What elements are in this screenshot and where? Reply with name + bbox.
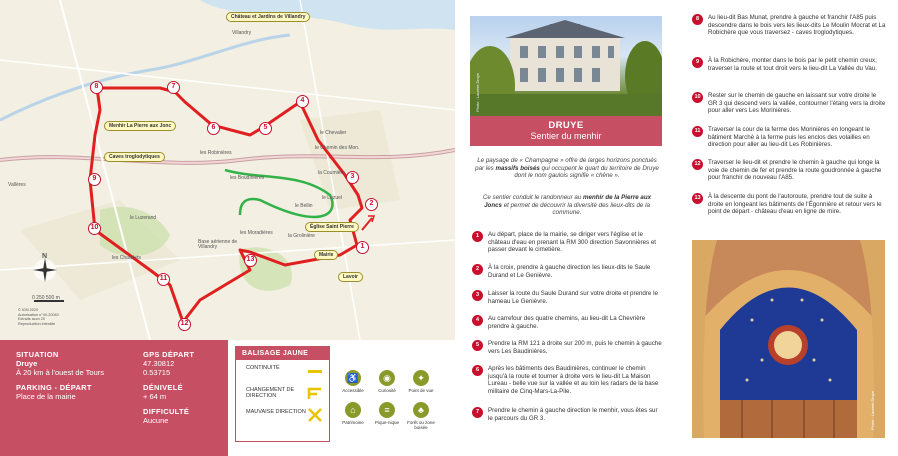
chateau-photo <box>470 16 662 116</box>
icon-accessible: ♿ Accessible <box>338 370 368 393</box>
copyright: © IGN 2020 Autorisation n°40-20040 Extraits accn 20 Reproduction interdite <box>18 308 59 326</box>
church-interior-photo <box>692 240 885 438</box>
map-step-marker[interactable]: 7 <box>167 81 180 94</box>
poi-eglise[interactable]: Église Saint Pierre <box>305 222 359 232</box>
page-title: DRUYE <box>548 120 584 131</box>
denivele-label: DÉNIVELÉ <box>143 383 183 392</box>
icon-point-de-vue: ✦ Point de vue <box>406 370 436 393</box>
place-label: le Chevalier <box>320 130 347 136</box>
poi-caves[interactable]: Caves troglodytiques <box>104 152 165 162</box>
picnic-icon: ≡ <box>379 402 395 418</box>
situation-label: SITUATION <box>16 350 59 359</box>
continuite-mark-icon <box>307 366 323 376</box>
icon-foret: ♣ Forêt ou zone boisée <box>406 402 436 430</box>
map-step-marker[interactable]: 13 <box>244 254 257 267</box>
step-item: 3 Laisser la route du Saule Durand sur votre droite et prendre le hameau Le Genièvre. <box>472 290 662 308</box>
parking-value: Place de la mairie <box>16 392 76 401</box>
map-step-marker[interactable]: 9 <box>88 173 101 186</box>
balisage-legend <box>235 346 330 442</box>
legend-row-continuite: CONTINUITÉ <box>236 360 329 382</box>
step-item: 5 Prendre la RM 121 à droite sur 200 m, puis le chemin à gauche vers Les Baudinières. <box>472 340 662 358</box>
info-right <box>143 350 194 425</box>
icon-curiosite: ◉ Curiosité <box>372 370 402 393</box>
mauvaise-mark-icon <box>307 407 323 423</box>
map-step-marker[interactable]: 2 <box>365 198 378 211</box>
photo-credit: Photo : Laurent Druye <box>475 72 480 112</box>
legend-title: BALISAGE JAUNE <box>236 347 329 360</box>
step-item: 2 À la croix, prendre à gauche direction les lieux-dits le Saule Durand et Le Genièvre. <box>472 264 662 282</box>
situation-detail: À 20 km à l'ouest de Tours <box>16 368 105 377</box>
poi-chateau[interactable]: Château et Jardins de Villandry <box>226 12 310 22</box>
poi-lavoir[interactable]: Lavoir <box>338 272 363 282</box>
legend-row-mauvaise: MAUVAISE DIRECTION <box>236 404 329 426</box>
difficulte-value: Aucune <box>143 416 169 425</box>
chateau-illustration <box>470 16 662 116</box>
icon-pique-nique: ≡ Pique-nique <box>372 402 402 425</box>
title-box <box>470 116 662 146</box>
icon-legend <box>338 370 438 450</box>
place-label: le Luzuel <box>322 195 343 201</box>
step-item: 13 À la descente du pont de l'autoroute, prendre tout de suite à droite en longeant les bâtiments de l'Égonnière et retour vers le point de départ - château d'eau en ligne de mire. <box>692 193 886 219</box>
info-left <box>16 350 104 401</box>
place-label: Villandry <box>232 30 252 36</box>
poi-menhir[interactable]: Menhir La Pierre aux Jonc <box>104 121 176 131</box>
legend-row-changement: CHANGEMENT DE DIRECTION <box>236 382 329 404</box>
tree-icon: ♣ <box>413 402 429 418</box>
intro-paragraph-1: Le paysage de « Champagne » offre de larges horizons ponctués par les massifs boisés qui occupent le quart du territoire de Druye dont le nom gaulois signifie « chêne ». <box>475 157 659 180</box>
gps-lon: 0.53715 <box>143 368 171 377</box>
step-item: 10 Rester sur le chemin de gauche en laissant sur votre droite le GR 3 qui descend vers la vallée, contourner l'étang vers la droite pour aller vers Les Morinières. <box>692 92 886 118</box>
map-step-marker[interactable]: 10 <box>88 222 101 235</box>
heritage-icon: ⌂ <box>345 402 361 418</box>
place-label: le Chemin des Mon. <box>315 145 360 151</box>
situation-name: Druye <box>16 359 38 368</box>
poi-mairie[interactable]: Mairie <box>314 250 338 260</box>
map-drawing <box>0 0 455 340</box>
place-label: le Bellin <box>295 203 313 209</box>
place-label: la Grolinière <box>288 233 315 239</box>
place-label: les Chatelets <box>112 255 141 261</box>
map-step-marker[interactable]: 6 <box>207 122 220 135</box>
step-item: 7 Prendre le chemin à gauche direction le menhir, vous êtes sur le parcours du GR 3. <box>472 407 662 425</box>
step-item: 9 À la Robichère, monter dans le bois par le petit chemin creux, traverser la route et tout droit vers le lieu-dit La Vallée du Vau. <box>692 57 886 83</box>
map-step-marker[interactable]: 12 <box>178 318 191 331</box>
place-label: les Moradières <box>240 230 273 236</box>
step-item: 12 Traverser le lieu-dit et prendre le chemin à gauche qui longe la voie de chemin de fer et prendre la route goudronnée à gauche pour franchir de nouveau l'A85. <box>692 159 886 185</box>
gps-label: GPS DÉPART <box>143 350 195 359</box>
place-label: Base aérienne de Villandry <box>198 239 238 250</box>
church-illustration <box>692 240 885 438</box>
map-step-marker[interactable]: 11 <box>157 273 170 286</box>
icon-patrimoine: ⌂ Patrimoine <box>338 402 368 425</box>
map-step-marker[interactable]: 4 <box>296 95 309 108</box>
step-item: 4 Au carrefour des quatre chemins, au lieu-dit La Chevrière prendre à gauche. <box>472 315 662 333</box>
place-label: les Robinières <box>200 150 232 156</box>
step-item: 1 Au départ, place de la mairie, se diriger vers l'église et le château d'eau en prenant la RM 300 direction Savonnières et passer devant le cimetière. <box>472 231 662 257</box>
gps-lat: 47.30812 <box>143 359 175 368</box>
info-panel <box>0 340 228 456</box>
step-item: 6 Après les bâtiments des Baudinières, continuer le chemin jusqu'à la route et tourner à droite vers le lieu-dit La Maison Lureau - belle vue sur la vallée et au loin les radars de la base militaire de Cinq-Mars-La-Pile. <box>472 365 662 399</box>
map-step-marker[interactable]: 3 <box>346 171 359 184</box>
scale-label: 0 250 500 m <box>32 295 60 301</box>
parking-label: PARKING - DÉPART <box>16 383 92 392</box>
map-step-marker[interactable]: 8 <box>90 81 103 94</box>
place-label: la Coumière <box>318 170 345 176</box>
map-step-marker[interactable]: 1 <box>356 241 369 254</box>
page-subtitle: Sentier du menhir <box>530 131 602 141</box>
route-map[interactable] <box>0 0 455 340</box>
intro-paragraph-2: Ce sentier conduit le randonneur au menhir de la Pierre aux Joncs et permet de découvrir la diversité des lieux-dits de la commune. <box>482 194 652 217</box>
place-label: les Boudinières <box>230 175 265 181</box>
viewpoint-icon: ✦ <box>413 370 429 386</box>
step-item: 11 Traverser la cour de la ferme des Morinières en longeant le bâtiment Marché à la ferme puis les enclos des volailles en direction pour aller au lieu-dit Les Robinières. <box>692 126 886 152</box>
eye-icon: ◉ <box>379 370 395 386</box>
denivele-value: + 64 m <box>143 392 167 401</box>
difficulte-label: DIFFICULTÉ <box>143 407 190 416</box>
map-step-marker[interactable]: 5 <box>259 122 272 135</box>
place-label: le Luzerand <box>130 215 157 221</box>
photo-credit: Photo : Laurent Druye <box>870 390 875 430</box>
compass-north: N <box>42 253 48 260</box>
place-label: Vallères <box>8 182 26 188</box>
accessible-icon: ♿ <box>345 370 361 386</box>
changement-mark-icon <box>307 385 323 401</box>
step-item: 8 Au lieu-dit Bas Munat, prendre à gauche et franchir l'A85 puis descendre dans le bois vers les lieux-dits Le Moulin Mocrat et La Robichère que vous traversez - caves troglodytiques. <box>692 14 886 48</box>
